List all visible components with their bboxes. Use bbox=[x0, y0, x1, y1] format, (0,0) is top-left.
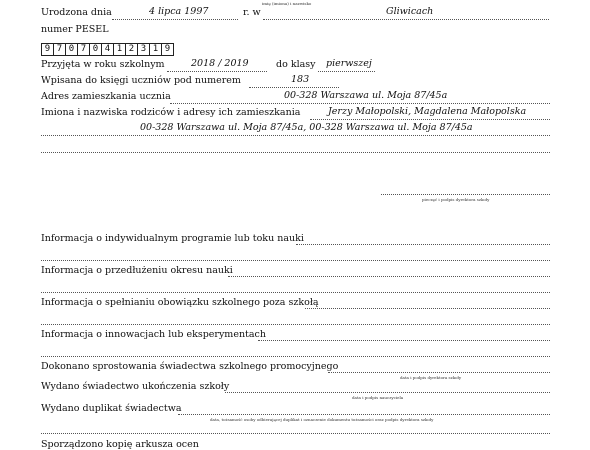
birth-place-value: Gliwicach bbox=[386, 6, 434, 17]
address-dotted-line bbox=[170, 103, 550, 104]
parents-dotted-line-1 bbox=[310, 119, 550, 120]
birth-date-value: 4 lipca 1997 bbox=[149, 6, 209, 17]
duplicate-caption: data, tożsamość osoby odbierającej duplikat i oznaczenie dokumentu tożsamości oraz podpis dyrektora szkoły bbox=[210, 417, 434, 422]
pesel-digit: 7 bbox=[77, 43, 90, 56]
corrections-dotted-line bbox=[328, 372, 550, 373]
stamp-dotted-line bbox=[381, 194, 550, 195]
pesel-label: numer PESEL bbox=[41, 24, 109, 35]
parents-addresses-value: 00-328 Warszawa ul. Moja 87/45a, 00-328 Warszawa ul. Moja 87/45a bbox=[140, 122, 473, 133]
individual-program-dotted-line bbox=[296, 244, 550, 245]
class-dotted-line bbox=[318, 71, 375, 72]
birth-place-dotted-line bbox=[263, 19, 549, 20]
pesel-digit: 2 bbox=[125, 43, 138, 56]
address-value: 00-328 Warszawa ul. Moja 87/45a bbox=[284, 90, 448, 101]
pesel-digit: 0 bbox=[89, 43, 102, 56]
birth-date-label: Urodzona dnia bbox=[41, 7, 112, 18]
corrections-caption: data i podpis dyrektora szkoły bbox=[400, 375, 462, 380]
graduation-label: Wydano świadectwo ukończenia szkoły bbox=[41, 381, 230, 392]
parents-dotted-line-2 bbox=[41, 135, 550, 136]
admission-year-value: 2018 / 2019 bbox=[191, 58, 249, 69]
extension-label: Informacja o przedłużeniu okresu nauki bbox=[41, 265, 233, 276]
pesel-boxes bbox=[41, 43, 173, 56]
innovations-dotted-line bbox=[258, 340, 550, 341]
pesel-digit: 7 bbox=[53, 43, 66, 56]
compulsory-outside-dotted-line bbox=[305, 308, 550, 309]
admission-year-dotted-line bbox=[167, 71, 267, 72]
graduation-dotted-line bbox=[225, 392, 550, 393]
stamp-caption: pieczęć i podpis dyrektora szkoły bbox=[422, 197, 490, 202]
class-label: do klasy bbox=[276, 59, 316, 70]
duplicate-dotted-line-2 bbox=[41, 433, 550, 434]
compulsory-outside-label: Informacja o spełnianiu obowiązku szkolnego poza szkołą bbox=[41, 297, 319, 308]
parents-names-value: Jerzy Małopolski, Magdalena Małopolska bbox=[328, 106, 527, 117]
register-dotted-line bbox=[249, 87, 339, 88]
pesel-digit: 1 bbox=[149, 43, 162, 56]
graduation-caption: data i podpis nauczyciela bbox=[352, 395, 404, 400]
admission-label: Przyjęta w roku szkolnym bbox=[41, 59, 165, 70]
register-number-value: 183 bbox=[291, 74, 310, 85]
pesel-digit: 0 bbox=[65, 43, 78, 56]
register-label: Wpisana do księgi uczniów pod numerem bbox=[41, 75, 241, 86]
pesel-digit: 1 bbox=[113, 43, 126, 56]
innovations-label: Informacja o innowacjach lub eksperymentach bbox=[41, 329, 266, 340]
innovations-dotted-line-2 bbox=[41, 356, 550, 357]
pesel-digit: 4 bbox=[101, 43, 114, 56]
birth-date-dotted-line bbox=[112, 19, 238, 20]
compulsory-outside-dotted-line-2 bbox=[41, 324, 550, 325]
duplicate-dotted-line bbox=[178, 414, 550, 415]
pesel-digit: 3 bbox=[137, 43, 150, 56]
class-value: pierwszej bbox=[326, 58, 372, 69]
address-label: Adres zamieszkania ucznia bbox=[41, 91, 171, 102]
individual-program-dotted-line-2 bbox=[41, 260, 550, 261]
duplicate-label: Wydano duplikat świadectwa bbox=[41, 403, 182, 414]
pesel-digit: 9 bbox=[41, 43, 54, 56]
copy-label: Sporządzono kopię arkusza ocen bbox=[41, 439, 199, 450]
pesel-digit: 9 bbox=[161, 43, 174, 56]
individual-program-label: Informacja o indywidualnym programie lub toku nauki bbox=[41, 233, 304, 244]
name-caption: imię (imiona) i nazwisko bbox=[262, 1, 312, 6]
parents-label: Imiona i nazwiska rodziców i adresy ich zamieszkania bbox=[41, 107, 301, 118]
extension-dotted-line bbox=[228, 276, 550, 277]
birth-place-label: r. w bbox=[243, 7, 261, 18]
parents-dotted-line-3 bbox=[41, 152, 550, 153]
corrections-label: Dokonano sprostowania świadectwa szkolnego promocyjnego bbox=[41, 361, 339, 372]
extension-dotted-line-2 bbox=[41, 292, 550, 293]
